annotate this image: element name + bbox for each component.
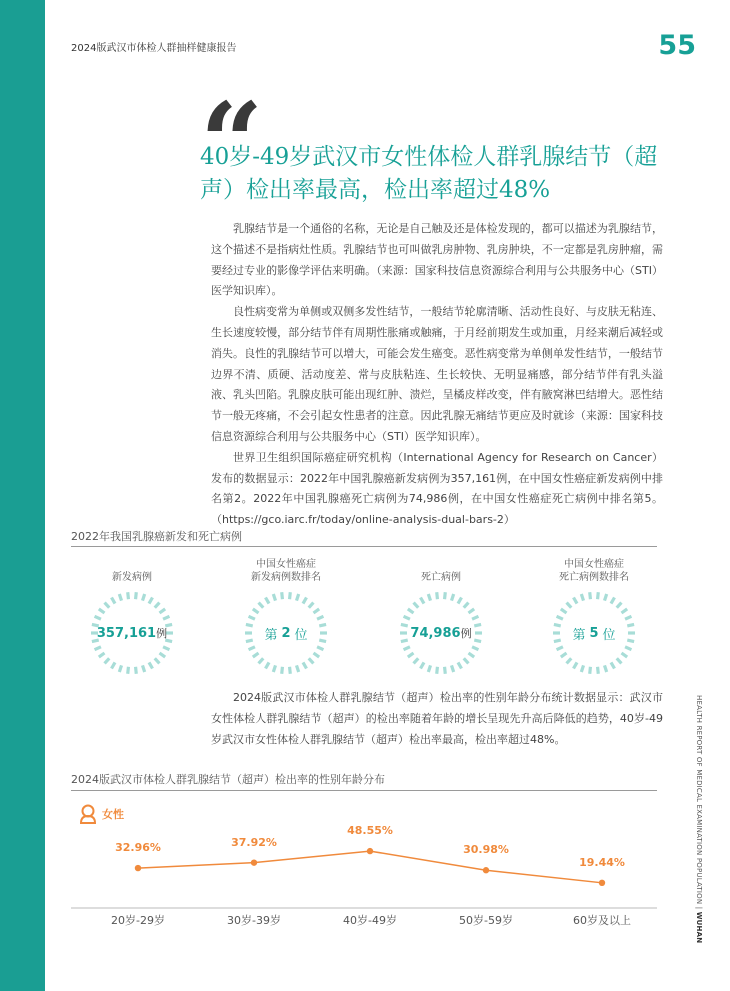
stat-value	[243, 590, 329, 676]
body-text	[211, 219, 663, 531]
quote-mark-icon: “	[200, 78, 264, 207]
x-tick-label: 40岁-49岁	[343, 914, 397, 927]
x-tick-label: 30岁-39岁	[227, 914, 281, 927]
paragraph: 世界卫生组织国际癌症研究机构（International Agency for Research on Cancer）发布的数据显示：2022年中国乳腺癌新发病例为357,161例，在中国女性癌症新发病例中排名第2。2022年中国乳腺癌死亡病例为74,986例，在中国女性癌症死亡病例中排名第5。（https://gco.iarc.fr/today/online-analysis-dual-bars-2）	[211, 450, 663, 527]
stat-ring	[398, 590, 484, 676]
vertical-caption-separator: |	[695, 906, 703, 910]
female-person-icon	[78, 803, 98, 825]
data-label: 32.96%	[115, 841, 161, 855]
page-number: 55	[658, 30, 696, 61]
data-point	[367, 848, 373, 854]
stat-number: 5	[589, 625, 599, 641]
stat-label	[231, 556, 341, 584]
stat-label-text: 中国女性癌症 死亡病例数排名	[559, 559, 629, 583]
sidebar-vertical-caption	[691, 695, 703, 975]
data-label: 48.55%	[347, 824, 393, 838]
stat-value	[89, 590, 175, 676]
stat-label: 死亡病例	[421, 572, 461, 583]
stat-unit: 位	[294, 627, 308, 643]
paragraph: 良性病变常为单侧或双侧多发性结节，一般结节轮廓清晰、活动性良好、与皮肤无粘连、生长速度较慢，部分结节伴有周期性胀痛或触痛，于月经前期发生或加重，月经来潮后减轻或消失。良性的乳腺结节可以增大，可能会发生癌变。恶性病变常为单侧单发性结节，一般结节边界不清、质硬、活动度差、常与皮肤粘连、生长较快、无明显痛感，部分结节伴有乳头溢液、乳头凹陷。乳腺皮肤可能出现红肿、溃烂，呈橘皮样改变，伴有腋窝淋巴结增大。恶性结节一般无疼痛，不会引起女性患者的注意。因此乳腺无痛结节更应及时就诊（来源：国家科技信息资源综合利用与公共服务中心（STI）医学知识库）。	[211, 305, 663, 443]
stat-label: 新发病例	[112, 572, 152, 583]
stat-number: 357,161	[96, 625, 157, 641]
data-label: 30.98%	[463, 843, 509, 857]
stat-prefix: 第	[264, 627, 278, 643]
side-color-bar	[0, 0, 45, 991]
stat-value	[398, 590, 484, 676]
stat-deaths-rank	[539, 556, 649, 676]
stat-value	[551, 590, 637, 676]
data-label: 37.92%	[231, 835, 277, 849]
stat-prefix: 第	[572, 627, 586, 643]
chart-section-title: 2024版武汉市体检人群乳腺结节（超声）检出率的性别年龄分布	[71, 773, 385, 786]
stat-ring	[89, 590, 175, 676]
stat-unit: 例	[156, 627, 168, 640]
paragraph: 乳腺结节是一个通俗的名称，无论是自己触及还是体检发现的，都可以描述为乳腺结节，这个描述不是指病灶性质。乳腺结节也可叫做乳房肿物、乳房肿块，不一定都是乳房肿瘤，需要经过专业的影像学评估来明确。（来源：国家科技信息资源综合利用与公共服务中心（STI）医学知识库）。	[211, 222, 663, 298]
x-tick-label: 20岁-29岁	[111, 914, 165, 927]
x-tick-label: 60岁及以上	[573, 914, 631, 927]
chart-legend	[78, 803, 124, 825]
data-point	[483, 867, 489, 873]
stats-section-divider	[71, 546, 657, 547]
data-point	[135, 865, 141, 871]
stat-ring	[243, 590, 329, 676]
chart-section-divider	[71, 790, 657, 791]
stat-deaths	[386, 556, 496, 676]
legend-series-name: 女性	[102, 808, 124, 821]
stat-label-text: 中国女性癌症 新发病例数排名	[251, 559, 321, 583]
vertical-caption-city: WUHAN	[695, 911, 703, 944]
stats-section-title: 2022年我国乳腺癌新发和死亡病例	[71, 530, 242, 543]
stat-number: 2	[281, 625, 291, 641]
data-point	[251, 859, 257, 865]
series-line-female	[138, 851, 602, 883]
data-label: 19.44%	[579, 855, 625, 869]
summary-text: 2024版武汉市体检人群乳腺结节（超声）检出率的性别年龄分布统计数据显示：武汉市女性体检人群乳腺结节（超声）的检出率随着年龄的增长呈现先升高后降低的趋势，40岁-49岁武汉市女性体检人群乳腺结节（超声）检出率最高，检出率超过48%。	[211, 691, 663, 746]
stat-new-cases	[77, 556, 187, 676]
stat-unit: 例	[460, 627, 472, 640]
x-tick-label: 50岁-59岁	[459, 914, 513, 927]
vertical-caption-prefix: HEALTH REPORT OF MEDICAL EXAMINATION POPULATION	[695, 695, 703, 905]
stat-label	[539, 556, 649, 584]
stat-new-cases-rank	[231, 556, 341, 676]
stat-unit: 位	[602, 627, 616, 643]
data-point	[599, 880, 605, 886]
report-header-title: 2024版武汉市体检人群抽样健康报告	[71, 43, 237, 54]
headline: 40岁-49岁武汉市女性体检人群乳腺结节（超声）检出率最高，检出率超过48%	[200, 144, 658, 203]
stat-number: 74,986	[410, 625, 461, 641]
stat-ring	[551, 590, 637, 676]
